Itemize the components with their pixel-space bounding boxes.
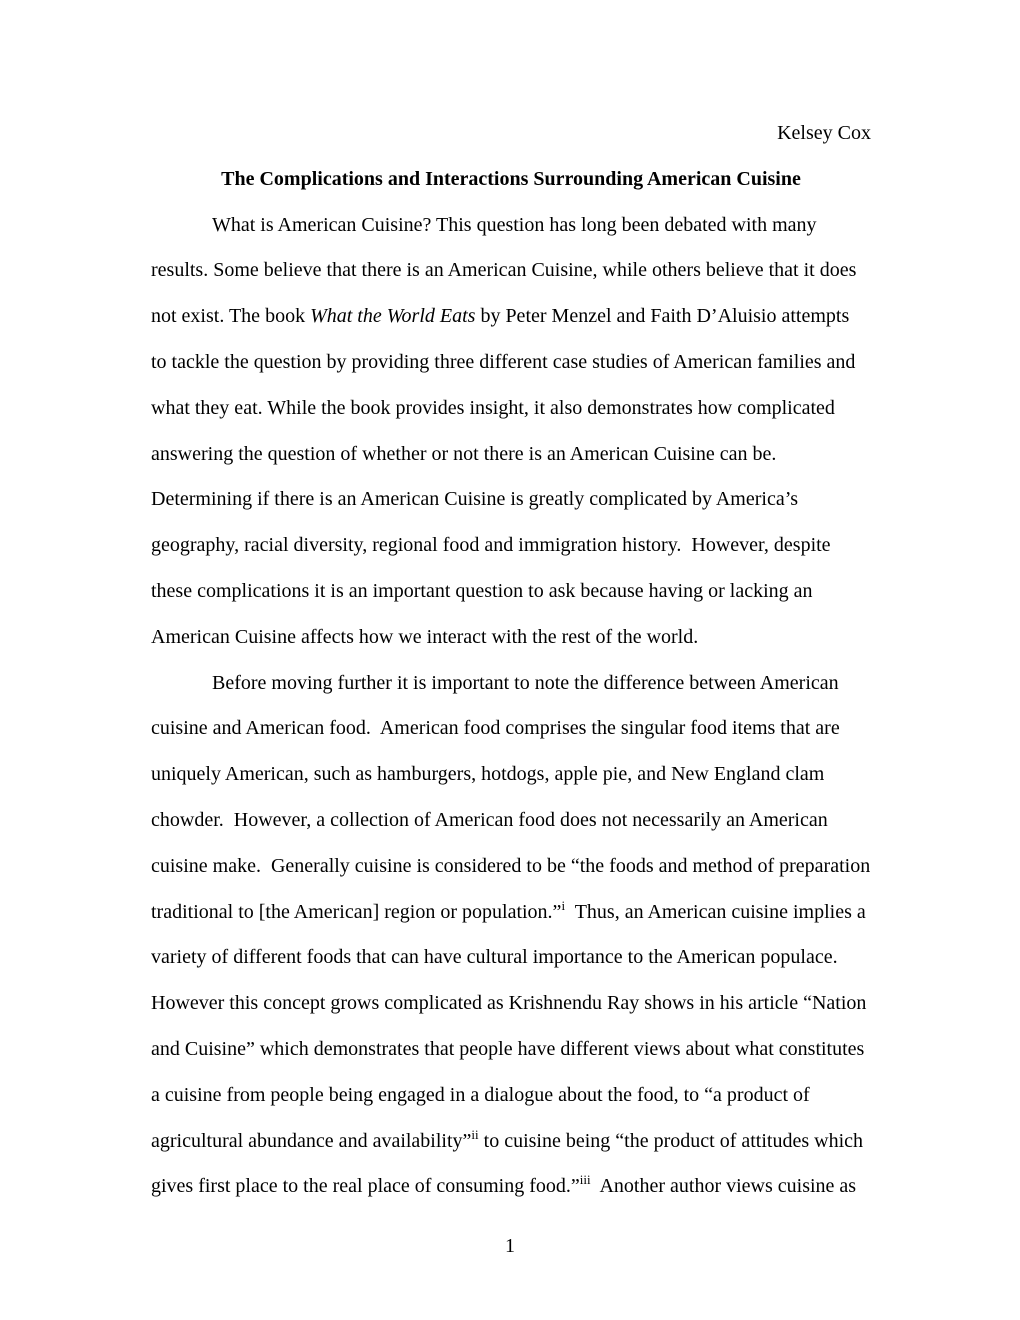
text-segment: geography, racial diversity, regional food and immigration history. However, despite (151, 534, 831, 557)
endnote-reference: i (561, 897, 566, 913)
text-line (151, 661, 871, 707)
text-segment: not exist. The book (151, 305, 311, 328)
text-line (151, 569, 871, 615)
text-segment: Thus, an American cuisine implies a (565, 900, 866, 923)
text-segment: cuisine make. Generally cuisine is considered to be “the foods and method of preparation (151, 854, 871, 877)
text-segment: chowder. However, a collection of American food does not necessarily an American (151, 808, 828, 831)
text-segment: traditional to [the American] region or population.” (151, 900, 562, 923)
text-segment: to tackle the question by providing three different case studies of American families and (151, 350, 856, 373)
text-line (151, 981, 871, 1027)
text-segment: answering the question of whether or not there is an American Cuisine can be. (151, 442, 777, 465)
text-line (151, 432, 871, 478)
text-segment: agricultural abundance and availability” (151, 1129, 472, 1152)
text-segment: American Cuisine affects how we interact with the rest of the world. (151, 625, 699, 648)
text-segment: Determining if there is an American Cuisine is greatly complicated by America’s (151, 488, 799, 511)
text-segment: what they eat. While the book provides insight, it also demonstrates how complicated (151, 396, 835, 419)
text-line (151, 523, 871, 569)
text-segment: However this concept grows complicated as Krishnendu Ray shows in his article “Nation (151, 992, 867, 1015)
endnote-reference: ii (471, 1126, 479, 1142)
text-segment: uniquely American, such as hamburgers, hotdogs, apple pie, and New England clam (151, 763, 825, 786)
text-line (151, 340, 871, 386)
text-segment: results. Some believe that there is an American Cuisine, while others believe that it does (151, 259, 857, 282)
text-segment: Another author views cuisine as (590, 1175, 857, 1198)
essay-title: The Complications and Interactions Surrounding American Cuisine (221, 167, 801, 190)
text-segment: a cuisine from people being engaged in a dialogue about the food, to “a product of (151, 1083, 810, 1106)
text-line (151, 1073, 871, 1119)
endnote-reference: iii (579, 1172, 591, 1188)
text-line (151, 935, 871, 981)
text-line (151, 615, 871, 661)
text-line (151, 844, 871, 890)
author-name: Kelsey Cox (777, 122, 871, 144)
text-line (151, 1119, 871, 1165)
text-line (151, 248, 871, 294)
text-segment: to cuisine being “the product of attitudes which (478, 1129, 864, 1152)
text-segment: Before moving further it is important to note the difference between American (212, 671, 839, 694)
text-segment: these complications it is an important question to ask because having or lacking an (151, 579, 813, 602)
text-line (151, 1164, 871, 1210)
text-line (151, 890, 871, 936)
text-segment: cuisine and American food. American food comprises the singular food items that are (151, 717, 840, 740)
text-segment: variety of different foods that can have cultural importance to the American populace. (151, 946, 838, 969)
essay-content (151, 111, 871, 1210)
text-line (151, 294, 871, 340)
text-line (151, 203, 871, 249)
text-line (151, 477, 871, 523)
text-line (151, 1027, 871, 1073)
text-segment: What is American Cuisine? This question has long been debated with many (212, 213, 817, 236)
text-segment: by Peter Menzel and Faith D’Aluisio attempts (475, 305, 850, 328)
page-number: 1 (505, 1235, 515, 1257)
text-line (151, 706, 871, 752)
text-line (151, 386, 871, 432)
essay-body (151, 203, 871, 1211)
text-segment: gives first place to the real place of consuming food.” (151, 1175, 580, 1198)
text-segment: and Cuisine” which demonstrates that people have different views about what constitutes (151, 1037, 865, 1060)
book-title-italic: What the World Eats (310, 305, 476, 328)
text-line (151, 798, 871, 844)
text-line (151, 752, 871, 798)
